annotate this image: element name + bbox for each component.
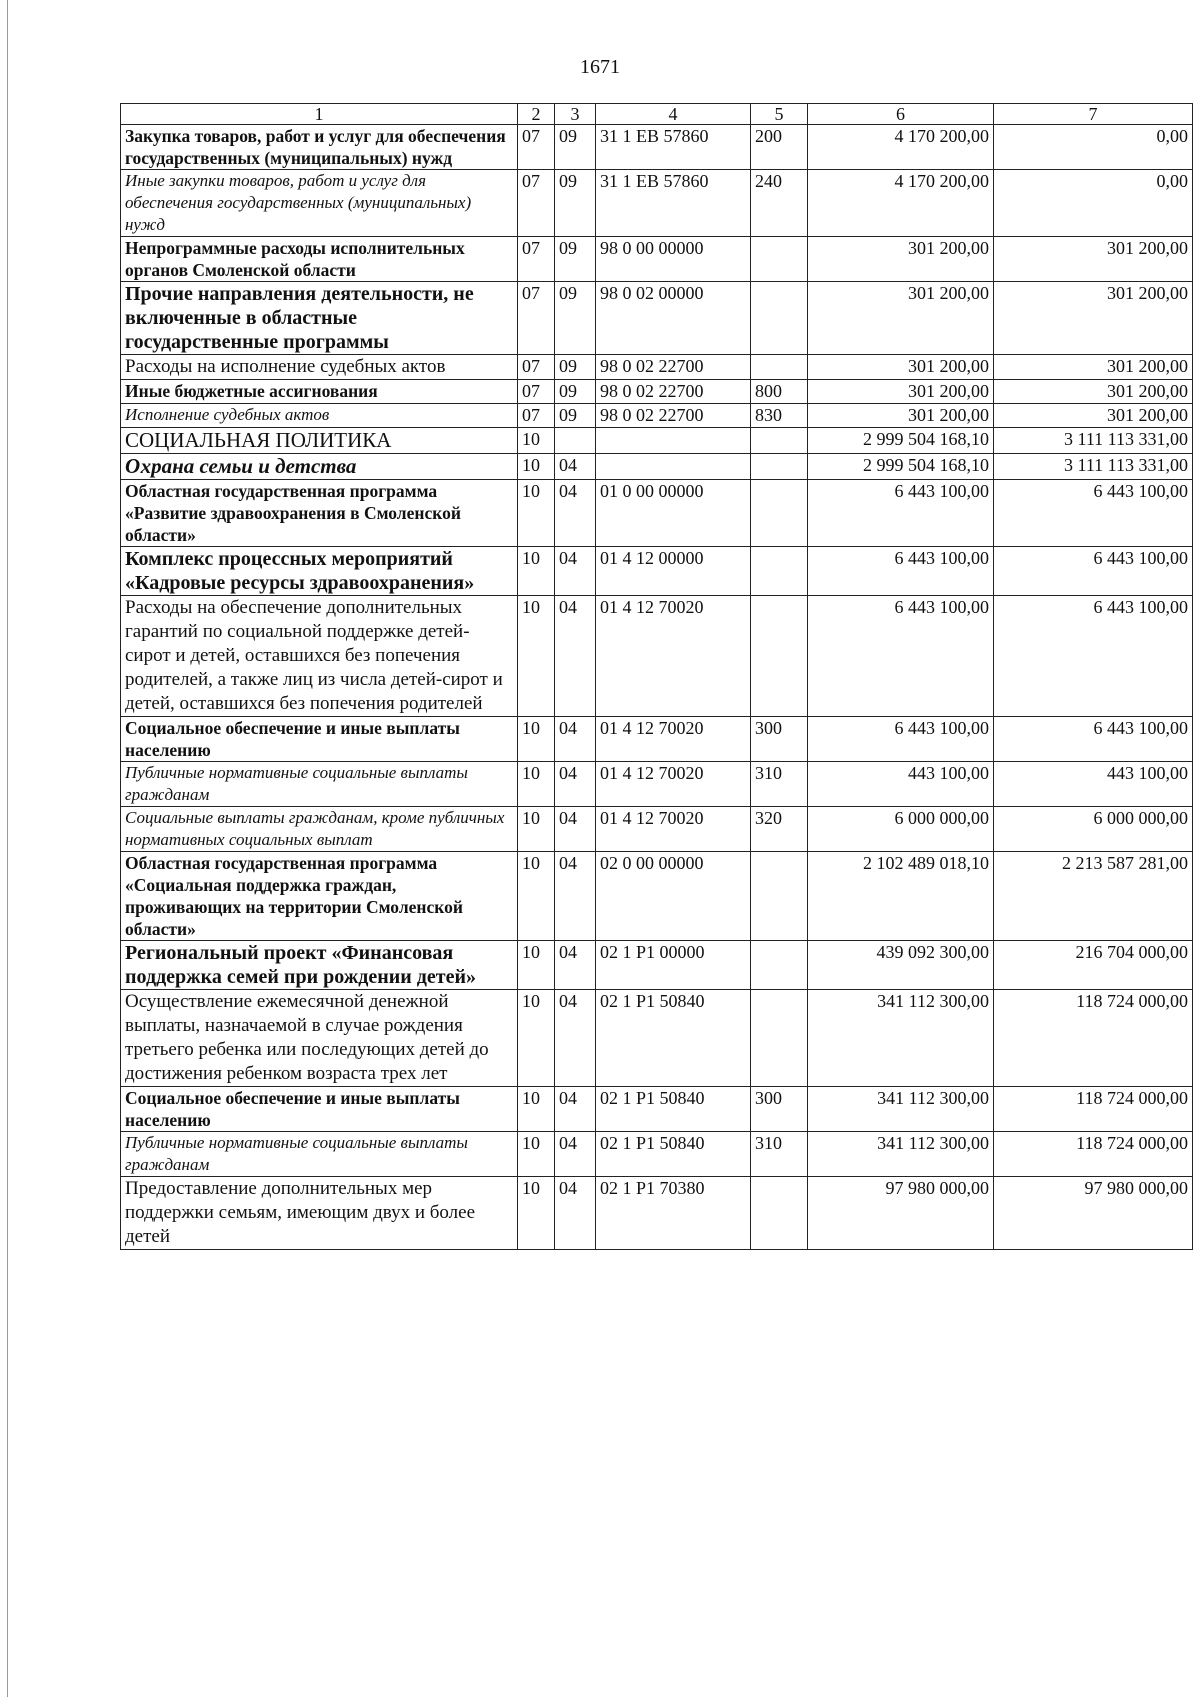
subsection-code: 04 xyxy=(555,1087,596,1132)
subsection-code xyxy=(555,428,596,454)
amount-year-1: 6 443 100,00 xyxy=(808,717,994,762)
section-code: 10 xyxy=(518,717,555,762)
section-code: 07 xyxy=(518,170,555,237)
row-name: Осуществление ежемесячной денежной выплаты, назначаемой в случае рождения третьего ребенка или последующих детей до достижения ребенком возраста трех лет xyxy=(121,990,518,1087)
target-article-code: 01 4 12 70020 xyxy=(596,596,751,717)
column-header: 4 xyxy=(596,104,751,125)
amount-year-1: 341 112 300,00 xyxy=(808,990,994,1087)
row-name: Областная государственная программа «Социальная поддержка граждан, проживающих на территории Смоленской области» xyxy=(121,852,518,941)
amount-year-1: 6 443 100,00 xyxy=(808,596,994,717)
row-name: Непрограммные расходы исполнительных органов Смоленской области xyxy=(121,237,518,282)
row-name: Социальное обеспечение и иные выплаты населению xyxy=(121,717,518,762)
table-row xyxy=(121,1132,1193,1177)
subsection-code: 04 xyxy=(555,454,596,480)
amount-year-2: 216 704 000,00 xyxy=(994,941,1193,990)
expense-type-code xyxy=(751,547,808,596)
subsection-code: 04 xyxy=(555,547,596,596)
section-code: 10 xyxy=(518,990,555,1087)
subsection-code: 09 xyxy=(555,355,596,380)
section-code: 10 xyxy=(518,941,555,990)
target-article-code xyxy=(596,428,751,454)
row-name: Закупка товаров, работ и услуг для обеспечения государственных (муниципальных) нужд xyxy=(121,125,518,170)
amount-year-2: 301 200,00 xyxy=(994,404,1193,428)
subsection-code: 09 xyxy=(555,282,596,355)
amount-year-1: 341 112 300,00 xyxy=(808,1132,994,1177)
amount-year-2: 6 443 100,00 xyxy=(994,596,1193,717)
expense-type-code xyxy=(751,1177,808,1250)
expense-type-code: 240 xyxy=(751,170,808,237)
row-name: Предоставление дополнительных мер поддержки семьям, имеющим двух и более детей xyxy=(121,1177,518,1250)
table-row xyxy=(121,990,1193,1087)
amount-year-2: 97 980 000,00 xyxy=(994,1177,1193,1250)
section-code: 07 xyxy=(518,355,555,380)
column-header: 7 xyxy=(994,104,1193,125)
row-name: Областная государственная программа «Развитие здравоохранения в Смоленской области» xyxy=(121,480,518,547)
amount-year-1: 301 200,00 xyxy=(808,380,994,404)
target-article-code: 02 1 Р1 00000 xyxy=(596,941,751,990)
column-header: 1 xyxy=(121,104,518,125)
amount-year-1: 6 443 100,00 xyxy=(808,480,994,547)
section-code: 10 xyxy=(518,1132,555,1177)
row-name: Расходы на исполнение судебных актов xyxy=(121,355,518,380)
subsection-code: 04 xyxy=(555,1177,596,1250)
amount-year-2: 301 200,00 xyxy=(994,237,1193,282)
target-article-code: 98 0 02 22700 xyxy=(596,380,751,404)
target-article-code: 02 0 00 00000 xyxy=(596,852,751,941)
column-header: 5 xyxy=(751,104,808,125)
expense-type-code xyxy=(751,454,808,480)
row-name: СОЦИАЛЬНАЯ ПОЛИТИКА xyxy=(121,428,518,454)
subsection-code: 04 xyxy=(555,941,596,990)
table-row xyxy=(121,355,1193,380)
amount-year-2: 301 200,00 xyxy=(994,355,1193,380)
expense-type-code xyxy=(751,355,808,380)
subsection-code: 04 xyxy=(555,717,596,762)
amount-year-1: 341 112 300,00 xyxy=(808,1087,994,1132)
column-header: 2 xyxy=(518,104,555,125)
amount-year-1: 439 092 300,00 xyxy=(808,941,994,990)
table-row xyxy=(121,852,1193,941)
target-article-code: 31 1 ЕВ 57860 xyxy=(596,170,751,237)
table-row xyxy=(121,717,1193,762)
amount-year-2: 3 111 113 331,00 xyxy=(994,428,1193,454)
expense-type-code: 310 xyxy=(751,1132,808,1177)
table-row xyxy=(121,547,1193,596)
amount-year-2: 118 724 000,00 xyxy=(994,1087,1193,1132)
amount-year-2: 301 200,00 xyxy=(994,380,1193,404)
row-name: Социальное обеспечение и иные выплаты населению xyxy=(121,1087,518,1132)
budget-table xyxy=(120,103,1193,1250)
target-article-code: 98 0 02 22700 xyxy=(596,355,751,380)
row-name: Публичные нормативные социальные выплаты гражданам xyxy=(121,762,518,807)
section-code: 07 xyxy=(518,404,555,428)
row-name: Социальные выплаты гражданам, кроме публичных нормативных социальных выплат xyxy=(121,807,518,852)
row-name: Прочие направления деятельности, не включенные в областные государственные программы xyxy=(121,282,518,355)
section-code: 07 xyxy=(518,125,555,170)
target-article-code: 01 4 12 70020 xyxy=(596,807,751,852)
subsection-code: 09 xyxy=(555,170,596,237)
amount-year-1: 301 200,00 xyxy=(808,282,994,355)
amount-year-2: 301 200,00 xyxy=(994,282,1193,355)
target-article-code: 98 0 00 00000 xyxy=(596,237,751,282)
amount-year-1: 443 100,00 xyxy=(808,762,994,807)
subsection-code: 04 xyxy=(555,480,596,547)
section-code: 10 xyxy=(518,762,555,807)
table-row xyxy=(121,404,1193,428)
amount-year-1: 301 200,00 xyxy=(808,237,994,282)
section-code: 10 xyxy=(518,428,555,454)
section-code: 10 xyxy=(518,454,555,480)
target-article-code: 02 1 Р1 50840 xyxy=(596,1132,751,1177)
table-row xyxy=(121,454,1193,480)
table-row xyxy=(121,237,1193,282)
target-article-code: 02 1 Р1 70380 xyxy=(596,1177,751,1250)
amount-year-1: 6 000 000,00 xyxy=(808,807,994,852)
amount-year-2: 2 213 587 281,00 xyxy=(994,852,1193,941)
subsection-code: 09 xyxy=(555,380,596,404)
amount-year-1: 301 200,00 xyxy=(808,404,994,428)
section-code: 10 xyxy=(518,596,555,717)
target-article-code: 01 4 12 70020 xyxy=(596,717,751,762)
row-name: Охрана семьи и детства xyxy=(121,454,518,480)
subsection-code: 09 xyxy=(555,125,596,170)
amount-year-2: 118 724 000,00 xyxy=(994,990,1193,1087)
scan-margin-line xyxy=(7,0,8,1697)
target-article-code: 01 4 12 00000 xyxy=(596,547,751,596)
table-row xyxy=(121,596,1193,717)
amount-year-2: 6 443 100,00 xyxy=(994,717,1193,762)
section-code: 10 xyxy=(518,480,555,547)
expense-type-code xyxy=(751,480,808,547)
amount-year-2: 6 000 000,00 xyxy=(994,807,1193,852)
section-code: 07 xyxy=(518,237,555,282)
row-name: Исполнение судебных актов xyxy=(121,404,518,428)
expense-type-code: 800 xyxy=(751,380,808,404)
page-number: 1671 xyxy=(580,56,620,78)
amount-year-1: 97 980 000,00 xyxy=(808,1177,994,1250)
table-row xyxy=(121,125,1193,170)
subsection-code: 04 xyxy=(555,990,596,1087)
amount-year-2: 3 111 113 331,00 xyxy=(994,454,1193,480)
expense-type-code xyxy=(751,941,808,990)
amount-year-2: 6 443 100,00 xyxy=(994,480,1193,547)
section-code: 10 xyxy=(518,1177,555,1250)
table-row xyxy=(121,282,1193,355)
table-row xyxy=(121,1177,1193,1250)
table-row xyxy=(121,170,1193,237)
subsection-code: 09 xyxy=(555,237,596,282)
expense-type-code: 320 xyxy=(751,807,808,852)
table-row xyxy=(121,807,1193,852)
subsection-code: 04 xyxy=(555,807,596,852)
row-name: Комплекс процессных мероприятий «Кадровые ресурсы здравоохранения» xyxy=(121,547,518,596)
table-row xyxy=(121,428,1193,454)
amount-year-2: 118 724 000,00 xyxy=(994,1132,1193,1177)
section-code: 10 xyxy=(518,547,555,596)
subsection-code: 04 xyxy=(555,1132,596,1177)
target-article-code xyxy=(596,454,751,480)
amount-year-1: 2 999 504 168,10 xyxy=(808,428,994,454)
amount-year-2: 0,00 xyxy=(994,170,1193,237)
section-code: 10 xyxy=(518,852,555,941)
expense-type-code xyxy=(751,596,808,717)
target-article-code: 31 1 ЕВ 57860 xyxy=(596,125,751,170)
section-code: 10 xyxy=(518,1087,555,1132)
target-article-code: 01 0 00 00000 xyxy=(596,480,751,547)
target-article-code: 02 1 Р1 50840 xyxy=(596,990,751,1087)
table-row xyxy=(121,480,1193,547)
expense-type-code xyxy=(751,428,808,454)
expense-type-code xyxy=(751,990,808,1087)
amount-year-2: 0,00 xyxy=(994,125,1193,170)
table-row xyxy=(121,941,1193,990)
section-code: 07 xyxy=(518,282,555,355)
target-article-code: 98 0 02 22700 xyxy=(596,404,751,428)
expense-type-code xyxy=(751,237,808,282)
expense-type-code: 300 xyxy=(751,1087,808,1132)
amount-year-1: 2 999 504 168,10 xyxy=(808,454,994,480)
amount-year-1: 6 443 100,00 xyxy=(808,547,994,596)
amount-year-1: 2 102 489 018,10 xyxy=(808,852,994,941)
row-name: Региональный проект «Финансовая поддержка семей при рождении детей» xyxy=(121,941,518,990)
section-code: 10 xyxy=(518,807,555,852)
row-name: Иные закупки товаров, работ и услуг для обеспечения государственных (муниципальных) нужд xyxy=(121,170,518,237)
table-header-row xyxy=(121,104,1193,125)
subsection-code: 04 xyxy=(555,762,596,807)
column-header: 6 xyxy=(808,104,994,125)
amount-year-1: 301 200,00 xyxy=(808,355,994,380)
expense-type-code: 200 xyxy=(751,125,808,170)
subsection-code: 09 xyxy=(555,404,596,428)
expense-type-code: 830 xyxy=(751,404,808,428)
section-code: 07 xyxy=(518,380,555,404)
row-name: Публичные нормативные социальные выплаты гражданам xyxy=(121,1132,518,1177)
amount-year-2: 443 100,00 xyxy=(994,762,1193,807)
table-row xyxy=(121,380,1193,404)
amount-year-1: 4 170 200,00 xyxy=(808,170,994,237)
amount-year-1: 4 170 200,00 xyxy=(808,125,994,170)
subsection-code: 04 xyxy=(555,852,596,941)
table-row xyxy=(121,762,1193,807)
expense-type-code: 300 xyxy=(751,717,808,762)
expense-type-code: 310 xyxy=(751,762,808,807)
row-name: Расходы на обеспечение дополнительных гарантий по социальной поддержке детей-сирот и детей, оставшихся без попечения родителей, а также лиц из числа детей-сирот и детей, оставшихся без попечения родителей xyxy=(121,596,518,717)
subsection-code: 04 xyxy=(555,596,596,717)
expense-type-code xyxy=(751,282,808,355)
column-header: 3 xyxy=(555,104,596,125)
target-article-code: 02 1 Р1 50840 xyxy=(596,1087,751,1132)
target-article-code: 01 4 12 70020 xyxy=(596,762,751,807)
row-name: Иные бюджетные ассигнования xyxy=(121,380,518,404)
expense-type-code xyxy=(751,852,808,941)
target-article-code: 98 0 02 00000 xyxy=(596,282,751,355)
table-row xyxy=(121,1087,1193,1132)
amount-year-2: 6 443 100,00 xyxy=(994,547,1193,596)
